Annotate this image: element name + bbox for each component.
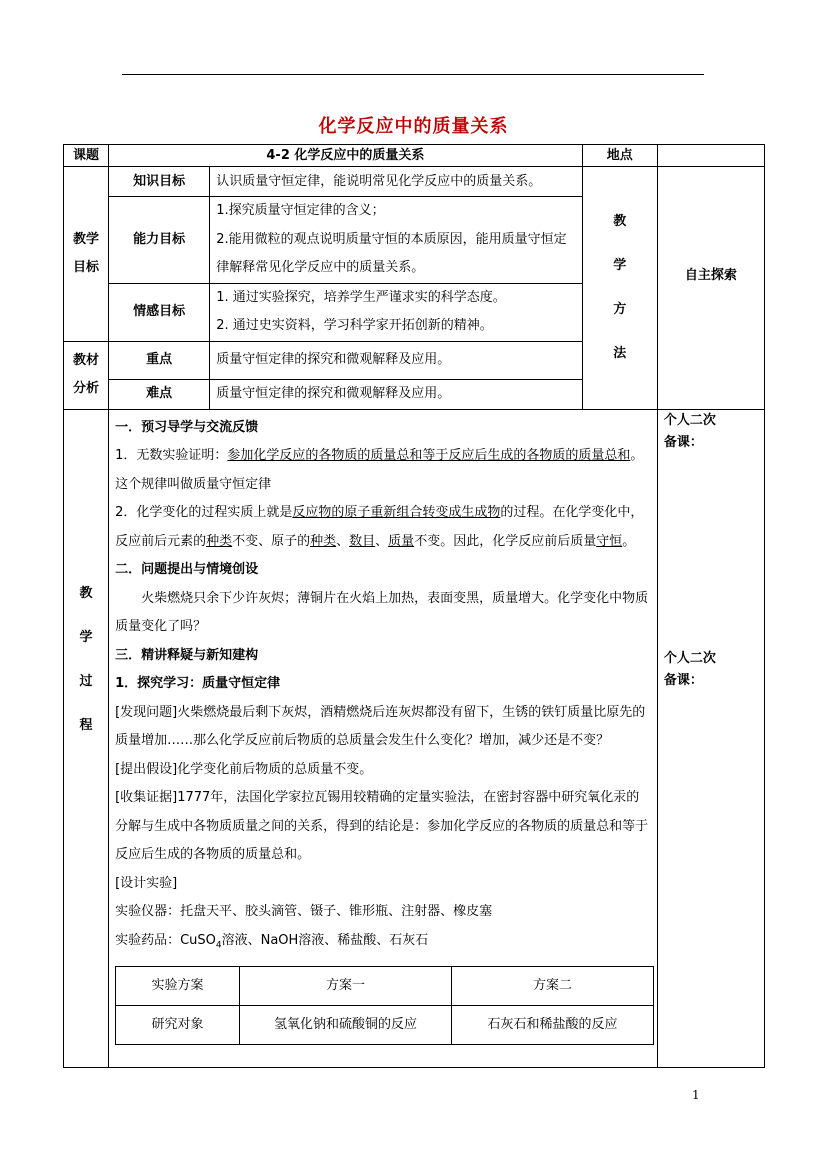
section-2-title: 二．问题提出与情境创设 [115, 562, 259, 577]
experiment-header: 方案一 [240, 966, 452, 1005]
subsection-1-title: 1．探究学习：质量守恒定律 [115, 676, 281, 691]
analysis-label: 教材 分析 [64, 341, 109, 409]
header-rule [122, 74, 704, 75]
experiment-cell: 研究对象 [116, 1005, 240, 1044]
document-title: 化学反应中的质量关系 [318, 116, 509, 137]
key-point-label: 重点 [109, 341, 210, 379]
section-1-title: 一．预习导学与交流反馈 [115, 419, 259, 435]
section-3-title: 三．精讲释疑与新知建构 [115, 647, 259, 663]
method-label: 教 学 方 法 [582, 167, 657, 410]
goals-label: 教学 目标 [64, 167, 109, 342]
experiment-table [115, 966, 654, 1045]
difficulty-text: 质量守恒定律的探究和微观解释及应用。 [210, 379, 583, 409]
paragraph-discover: [发现问题]火柴燃烧最后剩下灰烬，酒精燃烧后连灰烬都没有留下，生锈的铁钉质量比原先的质量增加……那么化学反应前后物质的总质量会发生什么变化？增加，减少还是不变？ [115, 704, 646, 748]
experiment-cell: 石灰石和稀盐酸的反应 [452, 1005, 654, 1044]
side-note-1: 个人二次 备课： [663, 412, 716, 450]
experiment-header: 方案二 [452, 966, 654, 1005]
paragraph-hypothesis: [提出假设]化学变化前后物质的总质量不变。 [115, 761, 373, 777]
lesson-plan-table [63, 144, 765, 1068]
paragraph-2: 2．化学变化的过程实质上就是反应物的原子重新组合转变成生成物的过程。在化学变化中，反应前后元素的种类不变、原子的种类、数目、质量不变。因此，化学反应前后质量守恒。 [115, 505, 644, 549]
process-content [109, 409, 658, 1067]
paragraph-design: [设计实验] [115, 875, 178, 891]
paragraph-instruments: 实验仪器：托盘天平、胶头滴管、镊子、锥形瓶、注射器、橡皮塞 [115, 904, 493, 919]
paragraph-3: 火柴燃烧只余下少许灰烬；薄铜片在火焰上加热，表面变黑，质量增大。化学变化中物质质量变化了吗？ [115, 590, 649, 634]
knowledge-goal-text: 认识质量守恒定律，能说明常见化学反应中的质量关系。 [210, 167, 583, 197]
method-value: 自主探索 [657, 167, 764, 410]
ability-goal-label: 能力目标 [109, 197, 210, 284]
page-number: 1 [692, 1088, 700, 1102]
emotion-goal-label: 情感目标 [109, 283, 210, 341]
topic-label: 课题 [64, 145, 109, 167]
place-label: 地点 [582, 145, 657, 167]
ability-goal-text: 1.探究质量守恒定律的含义； 2.能用微粒的观点说明质量守恒的本质原因，能用质量守恒定律解释常见化学反应中的质量关系。 [210, 197, 583, 284]
paragraph-evidence: [收集证据]1777年，法国化学家拉瓦锡用较精确的定量实验法，在密封容器中研究氧化汞的分解与生成中各物质质量之间的关系，得到的结论是：参加化学反应的各物质的质量总和等于反应后生成的各物质的质量总和。 [115, 790, 649, 862]
experiment-cell: 氢氧化钠和硫酸铜的反应 [240, 1005, 452, 1044]
process-label: 教 学 过 程 [64, 409, 109, 1067]
key-point-text: 质量守恒定律的探究和微观解释及应用。 [210, 341, 583, 379]
place-value [657, 145, 764, 167]
side-note-2: 个人二次 备课： [663, 650, 716, 688]
paragraph-reagents: 实验药品：CuSO$_4$溶液、NaOH溶液、稀盐酸、石灰石 [115, 932, 429, 951]
experiment-header: 实验方案 [116, 966, 240, 1005]
paragraph-1: 1．无数实验证明：参加化学反应的各物质的质量总和等于反应后生成的各物质的质量总和。这个规律叫做质量守恒定律 [115, 448, 644, 492]
emotion-goal-text: 1. 通过实验探究，培养学生严谨求实的科学态度。 2. 通过史实资料，学习科学家开拓创新的精神。 [210, 283, 583, 341]
difficulty-label: 难点 [109, 379, 210, 409]
knowledge-goal-label: 知识目标 [109, 167, 210, 197]
personal-notes [657, 409, 764, 1067]
topic-value: 4-2 化学反应中的质量关系 [109, 145, 583, 167]
